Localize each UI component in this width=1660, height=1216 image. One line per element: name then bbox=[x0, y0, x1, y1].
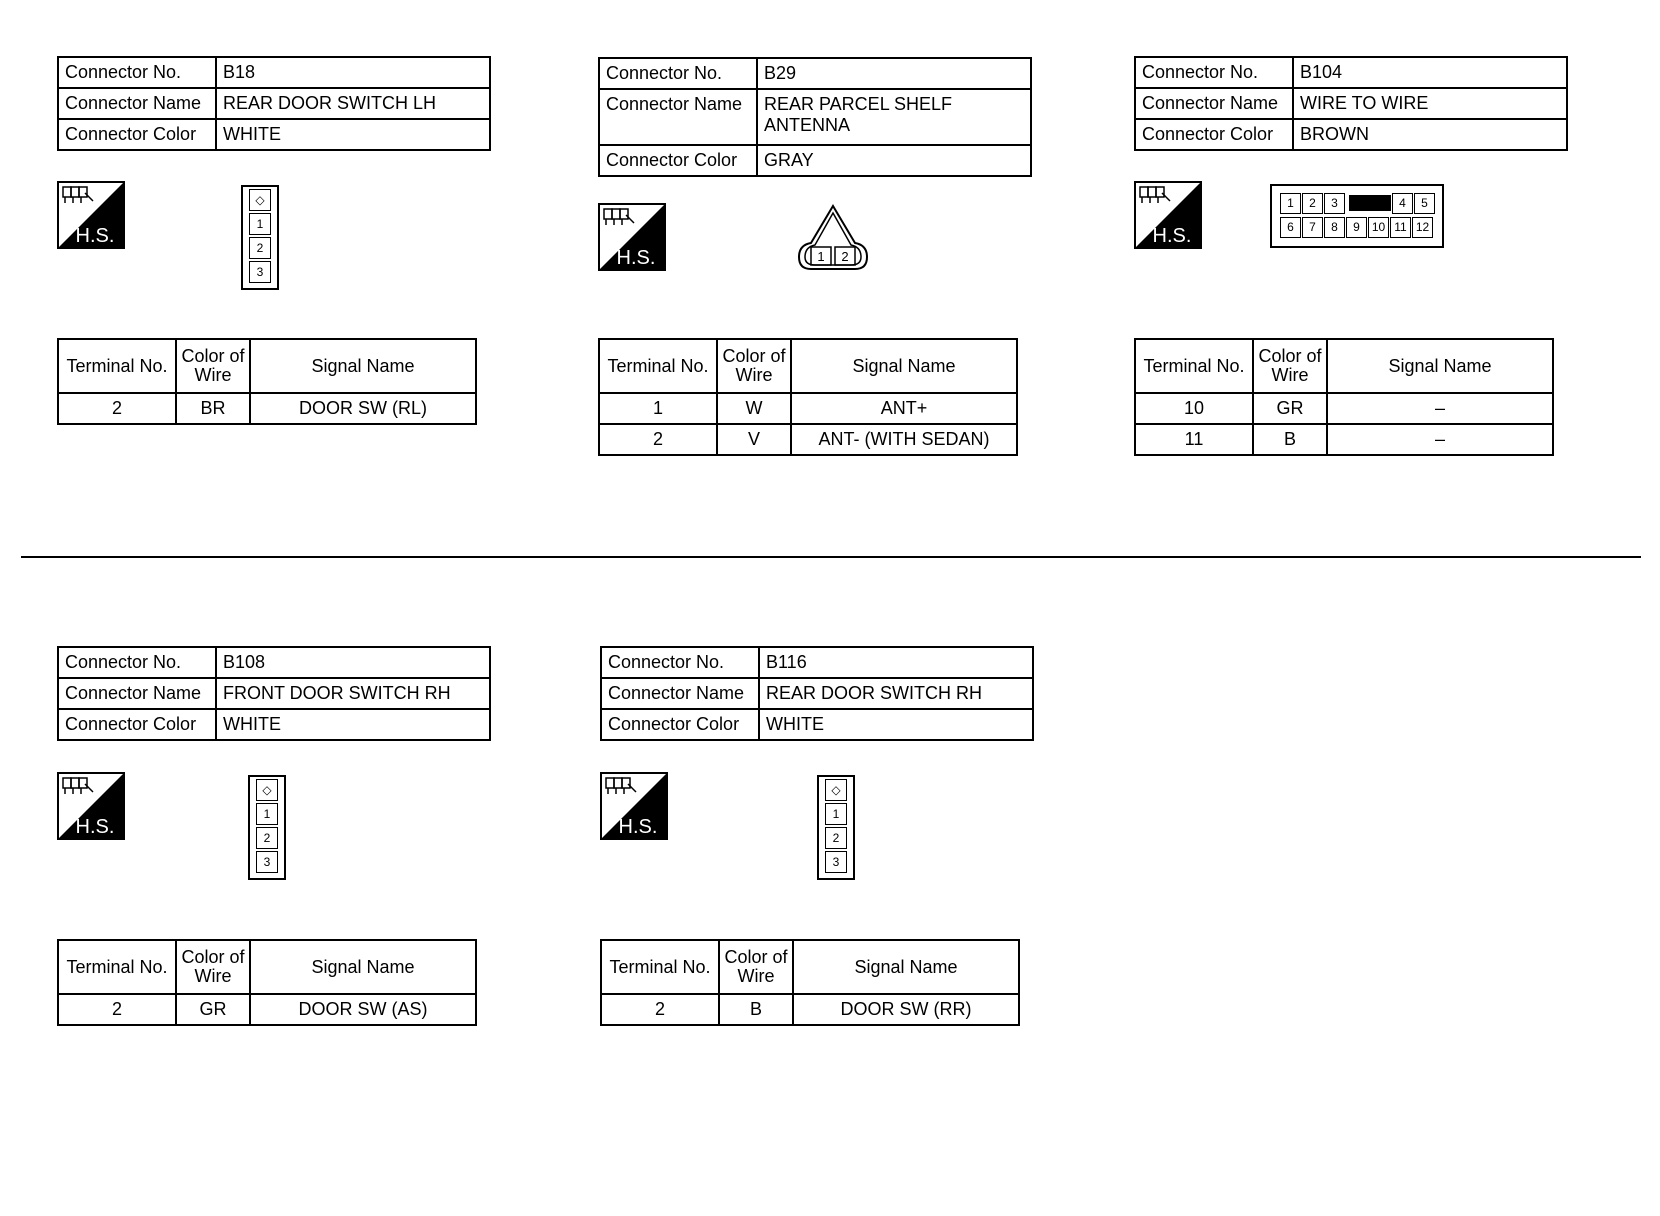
label-connector-no: Connector No. bbox=[1135, 57, 1293, 88]
svg-text:H.S.: H.S. bbox=[75, 816, 115, 838]
header-signal-name: Signal Name bbox=[250, 940, 476, 994]
connector-no-value: B116 bbox=[759, 647, 1033, 678]
header-terminal-no: Terminal No. bbox=[58, 940, 176, 994]
pin-3: 3 bbox=[256, 851, 278, 873]
label-connector-color: Connector Color bbox=[1135, 119, 1293, 150]
connector-name-value: FRONT DOOR SWITCH RH bbox=[216, 678, 490, 709]
label-connector-name: Connector Name bbox=[599, 89, 757, 145]
pin-1: 1 bbox=[256, 803, 278, 825]
harness-side-icon bbox=[57, 181, 125, 249]
connector-color-value: WHITE bbox=[216, 709, 490, 740]
connector-info-table bbox=[1134, 56, 1568, 151]
connector-info-table bbox=[57, 646, 491, 741]
connector-no-value: B108 bbox=[216, 647, 490, 678]
label-connector-name: Connector Name bbox=[601, 678, 759, 709]
header-signal-name: Signal Name bbox=[250, 339, 476, 393]
connector-color-value: GRAY bbox=[757, 145, 1031, 176]
svg-text:1: 1 bbox=[817, 249, 825, 264]
connector-face-diagram bbox=[248, 775, 286, 880]
pin-row-bottom: 6 7 8 9 10 11 12 bbox=[1280, 217, 1434, 238]
header-signal-name: Signal Name bbox=[791, 339, 1017, 393]
key-diamond-icon: ◇ bbox=[825, 779, 847, 801]
header-color-of-wire: Color of Wire bbox=[719, 940, 793, 994]
connector-info-table bbox=[57, 56, 491, 151]
connector-no-value: B18 bbox=[216, 57, 490, 88]
label-connector-color: Connector Color bbox=[58, 119, 216, 150]
terminal-table bbox=[1134, 338, 1554, 456]
svg-text:H.S.: H.S. bbox=[75, 225, 115, 247]
svg-text:H.S.: H.S. bbox=[616, 247, 656, 269]
table-row: 1 W ANT+ bbox=[599, 393, 1017, 424]
table-row: 10 GR – bbox=[1135, 393, 1553, 424]
svg-text:H.S.: H.S. bbox=[618, 816, 658, 838]
table-row: 2 V ANT- (WITH SEDAN) bbox=[599, 424, 1017, 455]
table-row: 11 B – bbox=[1135, 424, 1553, 455]
pin-2: 2 bbox=[256, 827, 278, 849]
pin-3: 3 bbox=[249, 261, 271, 283]
header-terminal-no: Terminal No. bbox=[58, 339, 176, 393]
connector-info-table bbox=[600, 646, 1034, 741]
pin-3: 3 bbox=[825, 851, 847, 873]
pin-2: 2 bbox=[249, 237, 271, 259]
label-connector-name: Connector Name bbox=[1135, 88, 1293, 119]
header-color-of-wire: Color of Wire bbox=[176, 339, 250, 393]
header-terminal-no: Terminal No. bbox=[1135, 339, 1253, 393]
connector-face-diagram bbox=[241, 185, 279, 290]
label-connector-name: Connector Name bbox=[58, 88, 216, 119]
harness-side-icon bbox=[57, 772, 125, 840]
harness-side-icon bbox=[598, 203, 666, 271]
svg-text:H.S.: H.S. bbox=[1152, 225, 1192, 247]
label-connector-name: Connector Name bbox=[58, 678, 216, 709]
table-row: 2 GR DOOR SW (AS) bbox=[58, 994, 476, 1025]
pin-row-top: 1 2 3 4 5 bbox=[1280, 193, 1436, 214]
connector-no-value: B29 bbox=[757, 58, 1031, 89]
header-terminal-no: Terminal No. bbox=[601, 940, 719, 994]
connector-name-value: WIRE TO WIRE bbox=[1293, 88, 1567, 119]
terminal-table bbox=[598, 338, 1018, 456]
pin-1: 1 bbox=[825, 803, 847, 825]
label-connector-no: Connector No. bbox=[601, 647, 759, 678]
connector-color-value: WHITE bbox=[759, 709, 1033, 740]
key-diamond-icon: ◇ bbox=[249, 189, 271, 211]
connector-name-value: REAR DOOR SWITCH RH bbox=[759, 678, 1033, 709]
connector-name-value: REAR PARCEL SHELF ANTENNA bbox=[757, 89, 1031, 145]
svg-text:2: 2 bbox=[841, 249, 849, 264]
pin-2: 2 bbox=[825, 827, 847, 849]
connector-face-diagram bbox=[817, 775, 855, 880]
connector-face-diagram bbox=[1270, 184, 1444, 248]
header-color-of-wire: Color of Wire bbox=[176, 940, 250, 994]
connector-name-value: REAR DOOR SWITCH LH bbox=[216, 88, 490, 119]
connector-no-value: B104 bbox=[1293, 57, 1567, 88]
header-signal-name: Signal Name bbox=[793, 940, 1019, 994]
harness-side-icon bbox=[600, 772, 668, 840]
label-connector-color: Connector Color bbox=[58, 709, 216, 740]
terminal-table bbox=[57, 338, 477, 425]
connector-face-diagram bbox=[795, 203, 871, 273]
header-terminal-no: Terminal No. bbox=[599, 339, 717, 393]
key-bar bbox=[1349, 195, 1391, 211]
header-color-of-wire: Color of Wire bbox=[1253, 339, 1327, 393]
header-signal-name: Signal Name bbox=[1327, 339, 1553, 393]
label-connector-no: Connector No. bbox=[599, 58, 757, 89]
connector-color-value: BROWN bbox=[1293, 119, 1567, 150]
pin-1: 1 bbox=[249, 213, 271, 235]
header-color-of-wire: Color of Wire bbox=[717, 339, 791, 393]
section-divider bbox=[21, 556, 1641, 558]
key-diamond-icon: ◇ bbox=[256, 779, 278, 801]
connector-color-value: WHITE bbox=[216, 119, 490, 150]
label-connector-color: Connector Color bbox=[599, 145, 757, 176]
terminal-table bbox=[600, 939, 1020, 1026]
connector-info-table bbox=[598, 57, 1032, 177]
table-row: 2 BR DOOR SW (RL) bbox=[58, 393, 476, 424]
label-connector-no: Connector No. bbox=[58, 57, 216, 88]
table-row: 2 B DOOR SW (RR) bbox=[601, 994, 1019, 1025]
terminal-table bbox=[57, 939, 477, 1026]
label-connector-no: Connector No. bbox=[58, 647, 216, 678]
label-connector-color: Connector Color bbox=[601, 709, 759, 740]
harness-side-icon bbox=[1134, 181, 1202, 249]
